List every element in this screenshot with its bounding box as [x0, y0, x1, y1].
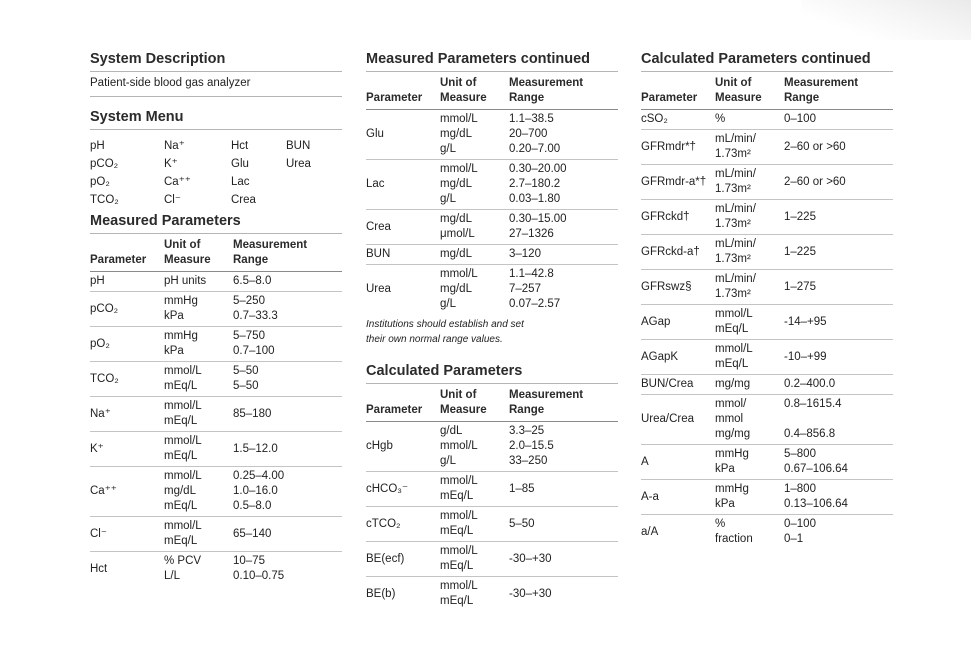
- menu-item: pH: [90, 140, 105, 152]
- parameter-cell: AGapK: [641, 340, 715, 375]
- parameter-cell: GFRmdr*†: [641, 130, 715, 165]
- unit-cell: pH units: [164, 272, 233, 292]
- range-cell: 0.30–20.00 2.7–180.2 0.03–1.80: [509, 160, 618, 210]
- unit-cell: mmol/L mg/dL mEq/L: [164, 467, 233, 517]
- system-description-title: System Description: [90, 51, 342, 72]
- header-parameter: Parameter: [366, 92, 423, 104]
- unit-cell: mmHg kPa: [715, 445, 784, 480]
- unit-cell: mmol/L mEq/L: [164, 362, 233, 397]
- header-range: Measurement Range: [233, 239, 308, 266]
- parameter-cell: Lac: [366, 160, 440, 210]
- table-row: [90, 397, 342, 432]
- measured-continued-title: Measured Parameters continued: [366, 51, 618, 72]
- table-row: [366, 542, 618, 577]
- parameter-cell: BUN/Crea: [641, 375, 715, 395]
- menu-item: pCO₂: [90, 158, 119, 170]
- range-cell: 3.3–25 2.0–15.5 33–250: [509, 422, 618, 472]
- table-row: [641, 305, 893, 340]
- header-unit: Unit of Measure: [164, 239, 211, 266]
- range-cell: 0.30–15.00 27–1326: [509, 210, 618, 245]
- range-cell: 85–180: [233, 397, 342, 432]
- table-row: [641, 110, 893, 130]
- header-parameter: Parameter: [90, 254, 147, 266]
- unit-cell: %: [715, 110, 784, 130]
- parameter-cell: Urea: [366, 265, 440, 315]
- range-cell: 1.5–12.0: [233, 432, 342, 467]
- table-row: [641, 445, 893, 480]
- table-row: [641, 340, 893, 375]
- table-row: [366, 472, 618, 507]
- table-row: [90, 292, 342, 327]
- parameter-cell: cSO₂: [641, 110, 715, 130]
- table-row: [641, 270, 893, 305]
- menu-item: [286, 173, 342, 191]
- parameter-cell: cHCO₃⁻: [366, 472, 440, 507]
- header-range: Measurement Range: [509, 389, 584, 416]
- table-row: [366, 160, 618, 210]
- unit-cell: mmol/L mEq/L: [164, 432, 233, 467]
- range-cell: 5–50 5–50: [233, 362, 342, 397]
- table-row: [90, 272, 342, 292]
- calculated-parameters-title: Calculated Parameters: [366, 363, 618, 384]
- unit-cell: % fraction: [715, 515, 784, 550]
- table-row: [641, 395, 893, 445]
- header-unit: Unit of Measure: [715, 77, 762, 104]
- unit-cell: mL/min/ 1.73m²: [715, 165, 784, 200]
- parameter-cell: A-a: [641, 480, 715, 515]
- table-row: [641, 375, 893, 395]
- unit-cell: mmHg kPa: [164, 292, 233, 327]
- unit-cell: g/dL mmol/L g/L: [440, 422, 509, 472]
- parameter-cell: pH: [90, 272, 164, 292]
- parameter-cell: BUN: [366, 245, 440, 265]
- unit-cell: mmol/L mEq/L: [715, 340, 784, 375]
- table-row: [90, 552, 342, 587]
- measured-continued-table: [366, 72, 618, 314]
- unit-cell: mmol/L mEq/L: [164, 397, 233, 432]
- range-cell: 1–225: [784, 200, 893, 235]
- table-row: [366, 265, 618, 315]
- column-left: [90, 51, 342, 586]
- header-parameter: Parameter: [641, 92, 698, 104]
- unit-cell: mmol/L mEq/L: [440, 507, 509, 542]
- calculated-parameters-table: [366, 384, 618, 611]
- range-cell: 0–100: [784, 110, 893, 130]
- unit-cell: mmol/L mEq/L: [440, 577, 509, 612]
- menu-item: K⁺: [164, 158, 178, 170]
- parameter-cell: pCO₂: [90, 292, 164, 327]
- parameter-cell: K⁺: [90, 432, 164, 467]
- table-row: [641, 515, 893, 550]
- unit-cell: mL/min/ 1.73m²: [715, 200, 784, 235]
- range-cell: 5–250 0.7–33.3: [233, 292, 342, 327]
- header-unit: Unit of Measure: [440, 389, 487, 416]
- range-cell: 5–750 0.7–100: [233, 327, 342, 362]
- menu-item: Ca⁺⁺: [164, 176, 191, 188]
- parameter-cell: Ca⁺⁺: [90, 467, 164, 517]
- unit-cell: mmHg kPa: [715, 480, 784, 515]
- table-row: [641, 130, 893, 165]
- range-cell: 1–275: [784, 270, 893, 305]
- parameter-cell: BE(b): [366, 577, 440, 612]
- unit-cell: mmol/L mEq/L: [164, 517, 233, 552]
- range-cell: -30–+30: [509, 577, 618, 612]
- menu-item: pO₂: [90, 176, 110, 188]
- menu-item: Crea: [231, 194, 256, 206]
- range-cell: 1–85: [509, 472, 618, 507]
- parameter-cell: GFRmdr-a*†: [641, 165, 715, 200]
- range-cell: 10–75 0.10–0.75: [233, 552, 342, 587]
- unit-cell: mL/min/ 1.73m²: [715, 130, 784, 165]
- parameter-cell: GFRckd-a†: [641, 235, 715, 270]
- range-cell: 5–50: [509, 507, 618, 542]
- calculated-continued-table: [641, 72, 893, 549]
- range-cell: 1–800 0.13–106.64: [784, 480, 893, 515]
- unit-cell: mg/mg: [715, 375, 784, 395]
- range-cell: -10–+99: [784, 340, 893, 375]
- range-cell: 2–60 or >60: [784, 165, 893, 200]
- menu-item: Lac: [231, 176, 250, 188]
- parameter-cell: BE(ecf): [366, 542, 440, 577]
- column-right: [641, 51, 893, 549]
- range-cell: 5–800 0.67–106.64: [784, 445, 893, 480]
- menu-item: Glu: [231, 158, 249, 170]
- table-row: [641, 235, 893, 270]
- parameter-cell: Glu: [366, 110, 440, 160]
- parameter-cell: Urea/Crea: [641, 395, 715, 445]
- menu-item: TCO₂: [90, 194, 119, 206]
- unit-cell: mmol/L mEq/L: [440, 542, 509, 577]
- unit-cell: % PCV L/L: [164, 552, 233, 587]
- parameter-cell: GFRswz§: [641, 270, 715, 305]
- institution-note: Institutions should establish and set their own normal range values.: [366, 319, 524, 345]
- table-row: [366, 577, 618, 612]
- unit-cell: mmol/ mmol mg/mg: [715, 395, 784, 445]
- menu-item: Hct: [231, 140, 249, 152]
- unit-cell: mg/dL μmol/L: [440, 210, 509, 245]
- parameter-cell: A: [641, 445, 715, 480]
- unit-cell: mmol/L mEq/L: [440, 472, 509, 507]
- parameter-cell: Crea: [366, 210, 440, 245]
- unit-cell: mg/dL: [440, 245, 509, 265]
- table-row: [366, 422, 618, 472]
- menu-item: BUN: [286, 140, 311, 152]
- table-row: [366, 245, 618, 265]
- range-cell: 0.8–1615.4 0.4–856.8: [784, 395, 893, 445]
- menu-item: Na⁺: [164, 140, 185, 152]
- system-menu-grid: [90, 130, 342, 213]
- menu-item: Cl⁻: [164, 194, 181, 206]
- unit-cell: mmol/L mg/dL g/L: [440, 265, 509, 315]
- table-row: [366, 507, 618, 542]
- range-cell: 1.1–42.8 7–257 0.07–2.57: [509, 265, 618, 315]
- table-row: [90, 467, 342, 517]
- measured-parameters-table: [90, 234, 342, 586]
- parameter-cell: pO₂: [90, 327, 164, 362]
- unit-cell: mL/min/ 1.73m²: [715, 270, 784, 305]
- table-row: [366, 210, 618, 245]
- parameter-cell: GFRckd†: [641, 200, 715, 235]
- parameter-cell: Cl⁻: [90, 517, 164, 552]
- table-row: [90, 362, 342, 397]
- parameter-cell: Hct: [90, 552, 164, 587]
- header-range: Measurement Range: [509, 77, 584, 104]
- system-description-text: Patient-side blood gas analyzer: [90, 72, 342, 97]
- parameter-cell: TCO₂: [90, 362, 164, 397]
- table-row: [641, 165, 893, 200]
- unit-cell: mmHg kPa: [164, 327, 233, 362]
- header-unit: Unit of Measure: [440, 77, 487, 104]
- range-cell: 65–140: [233, 517, 342, 552]
- parameter-cell: a/A: [641, 515, 715, 550]
- range-cell: 0–100 0–1: [784, 515, 893, 550]
- table-row: [90, 327, 342, 362]
- table-row: [641, 480, 893, 515]
- range-cell: 6.5–8.0: [233, 272, 342, 292]
- range-cell: 1–225: [784, 235, 893, 270]
- calculated-continued-title: Calculated Parameters continued: [641, 51, 893, 72]
- range-cell: -14–+95: [784, 305, 893, 340]
- measured-parameters-title: Measured Parameters: [90, 213, 342, 234]
- table-row: [90, 432, 342, 467]
- parameter-cell: cHgb: [366, 422, 440, 472]
- menu-item: Urea: [286, 158, 311, 170]
- table-row: [90, 517, 342, 552]
- header-range: Measurement Range: [784, 77, 859, 104]
- table-row: [366, 110, 618, 160]
- range-cell: 1.1–38.5 20–700 0.20–7.00: [509, 110, 618, 160]
- unit-cell: mmol/L mg/dL g/L: [440, 110, 509, 160]
- range-cell: 3–120: [509, 245, 618, 265]
- range-cell: 0.25–4.00 1.0–16.0 0.5–8.0: [233, 467, 342, 517]
- parameter-cell: cTCO₂: [366, 507, 440, 542]
- unit-cell: mmol/L mg/dL g/L: [440, 160, 509, 210]
- unit-cell: mmol/L mEq/L: [715, 305, 784, 340]
- unit-cell: mL/min/ 1.73m²: [715, 235, 784, 270]
- parameter-cell: AGap: [641, 305, 715, 340]
- parameter-cell: Na⁺: [90, 397, 164, 432]
- range-cell: -30–+30: [509, 542, 618, 577]
- range-cell: 2–60 or >60: [784, 130, 893, 165]
- menu-item: [286, 191, 342, 209]
- corner-shading: [801, 0, 971, 40]
- header-parameter: Parameter: [366, 404, 423, 416]
- column-middle: [366, 51, 618, 611]
- range-cell: 0.2–400.0: [784, 375, 893, 395]
- table-row: [641, 200, 893, 235]
- system-menu-title: System Menu: [90, 109, 342, 130]
